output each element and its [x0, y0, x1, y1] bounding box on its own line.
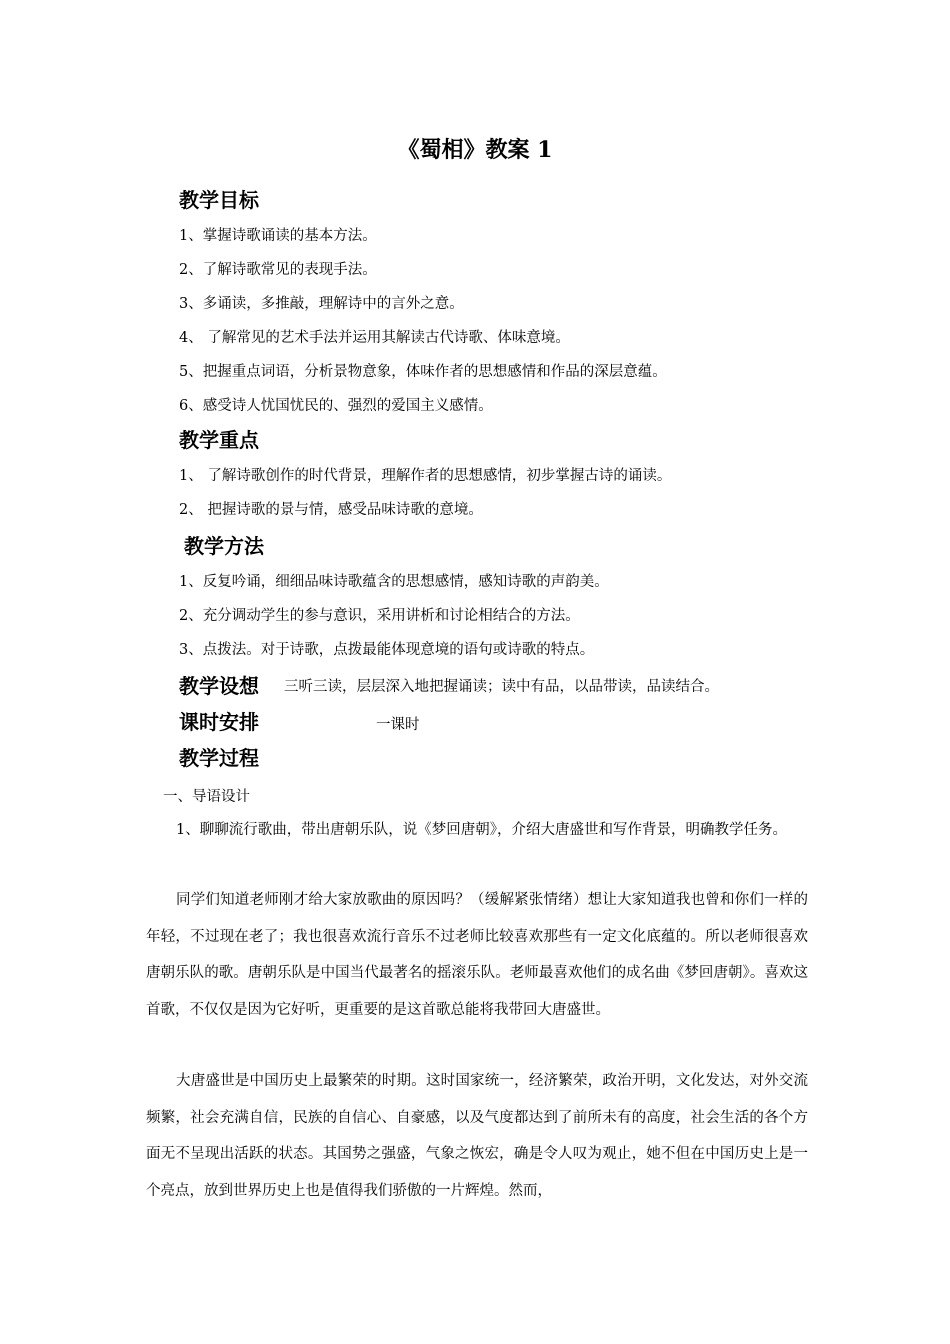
objectives-heading: 教学目标: [179, 188, 259, 212]
process-heading: 教学过程: [179, 746, 259, 770]
objective-item: 3、多诵读，多推敲，理解诗中的言外之意。: [179, 296, 464, 312]
objective-item: 1、掌握诗歌诵读的基本方法。: [179, 228, 377, 244]
focus-heading: 教学重点: [179, 428, 259, 452]
objective-item: 2、了解诗歌常见的表现手法。: [179, 262, 377, 278]
objective-item: 6、感受诗人忧国忧民的、强烈的爱国主义感情。: [179, 398, 493, 414]
schedule-heading: 课时安排: [179, 710, 259, 734]
focus-item: 1、 了解诗歌创作的时代背景，理解作者的思想感情，初步掌握古诗的诵读。: [179, 468, 672, 484]
body-paragraph: 同学们知道老师刚才给大家放歌曲的原因吗？（缓解紧张情绪）想让大家知道我也曾和你们一样的年轻，不过现在老了；我也很喜欢流行音乐不过老师比较喜欢那些有一定文化底蕴的。所以老师很喜欢唐朝乐队的歌。唐朝乐队是中国当代最著名的摇滚乐队。老师最喜欢他们的成名曲《梦回唐朝》。喜欢这首歌，不仅仅是因为它好听，更重要的是这首歌总能将我带回大唐盛世。: [146, 892, 808, 1018]
document-title: 《蜀相》教案 1: [397, 137, 553, 163]
design-text: 三听三读，层层深入地把握诵读；读中有品，以品带读，品读结合。: [284, 679, 719, 695]
section-heading: 一、导语设计: [163, 789, 250, 805]
body-paragraph: 1、聊聊流行歌曲，带出唐朝乐队，说《梦回唐朝》，介绍大唐盛世和写作背景，明确教学任务。: [176, 822, 787, 838]
design-heading: 教学设想: [179, 674, 259, 698]
body-paragraph: 大唐盛世是中国历史上最繁荣的时期。这时国家统一，经济繁荣，政治开明，文化发达，对外交流频繁，社会充满自信，民族的自信心、自豪感，以及气度都达到了前所未有的高度，社会生活的各个方面无不呈现出活跃的状态。其国势之强盛，气象之恢宏，确是令人叹为观止，她不但在中国历史上是一个亮点，放到世界历史上也是值得我们骄傲的一片辉煌。然而，: [146, 1073, 808, 1199]
methods-heading: 教学方法: [184, 534, 264, 558]
objective-item: 5、把握重点词语，分析景物意象，体味作者的思想感情和作品的深层意蕴。: [179, 364, 667, 380]
schedule-text: 一课时: [376, 717, 420, 733]
objective-item: 4、 了解常见的艺术手法并运用其解读古代诗歌、体味意境。: [179, 330, 570, 346]
method-item: 3、点拨法。对于诗歌，点拨最能体现意境的语句或诗歌的特点。: [179, 642, 595, 658]
method-item: 2、充分调动学生的参与意识，采用讲析和讨论相结合的方法。: [179, 608, 580, 624]
method-item: 1、反复吟诵，细细品味诗歌蕴含的思想感情，感知诗歌的声韵美。: [179, 574, 609, 590]
focus-item: 2、 把握诗歌的景与情，感受品味诗歌的意境。: [179, 502, 483, 518]
